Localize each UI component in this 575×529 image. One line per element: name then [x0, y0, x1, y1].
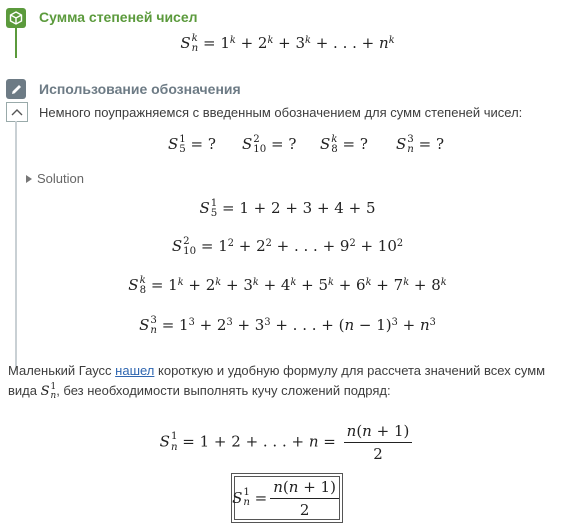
- solution-label: Solution: [37, 171, 84, 186]
- definition-formula: S k n = $1^k + 2^k + 3^k$ + . . . + $n^k$: [180, 33, 395, 55]
- gauss-text-4: , без необходимости выполнять кучу сложений подряд:: [56, 383, 391, 398]
- gauss-inline-formula: S 1 n: [40, 381, 57, 401]
- pencil-icon: [10, 83, 23, 96]
- solution-s10-2: S 2 10 = $1^2 + 2^2$ + . . . + $9^2 + 10^2$: [171, 236, 404, 258]
- question-s5-1: S 1 5 = ?: [168, 134, 216, 156]
- exercise-intro: Немного поупражняемся с введенным обозначением для сумм степеней чисел:: [39, 105, 523, 120]
- exercise-title: Использование обозначения: [39, 81, 241, 97]
- solution-s5-1: S 1 5 = 1 + 2 + 3 + 4 + 5: [199, 198, 376, 220]
- solution-s8-k: S k 8 = $1^k + 2^k + 3^k + 4^k + 5^k + 6^k + 7^k + 8^k$: [128, 275, 447, 297]
- definition-title: Сумма степеней чисел: [39, 9, 198, 25]
- question-s8-k: S k 8 = ?: [320, 134, 368, 156]
- solution-sn-3: S 3 n = $1^3 + 2^3 + 3^3$ + . . . + $(n - 1)^3 + n^3$: [139, 315, 436, 337]
- triangle-right-icon: [26, 175, 32, 183]
- question-sn-3: S 3 n = ?: [396, 134, 444, 156]
- gauss-formula: S 1 n = 1 + 2 + . . . + n = $\frac{n(n + 1)}{2}$: [0, 422, 575, 463]
- solution-toggle[interactable]: [26, 171, 84, 186]
- question-s10-2: S 2 10 = ?: [242, 134, 297, 156]
- cube-icon: [9, 11, 23, 25]
- gauss-text-2: короткую и удобную формулу для рассчета значений всех сумм: [154, 363, 546, 378]
- definition-icon-box: [6, 8, 26, 28]
- exercise-icon-box: [6, 79, 26, 99]
- collapse-button[interactable]: [6, 102, 28, 122]
- gauss-text-3: вида: [8, 383, 41, 398]
- gauss-paragraph: [8, 361, 573, 402]
- gauss-text-1: Маленький Гаусс: [8, 363, 116, 378]
- chevron-up-icon: [11, 108, 23, 116]
- gauss-link[interactable]: нашел: [115, 363, 155, 378]
- gauss-boxed-formula: S 1 n = $\frac{n(n + 1)}{2}$: [234, 476, 340, 520]
